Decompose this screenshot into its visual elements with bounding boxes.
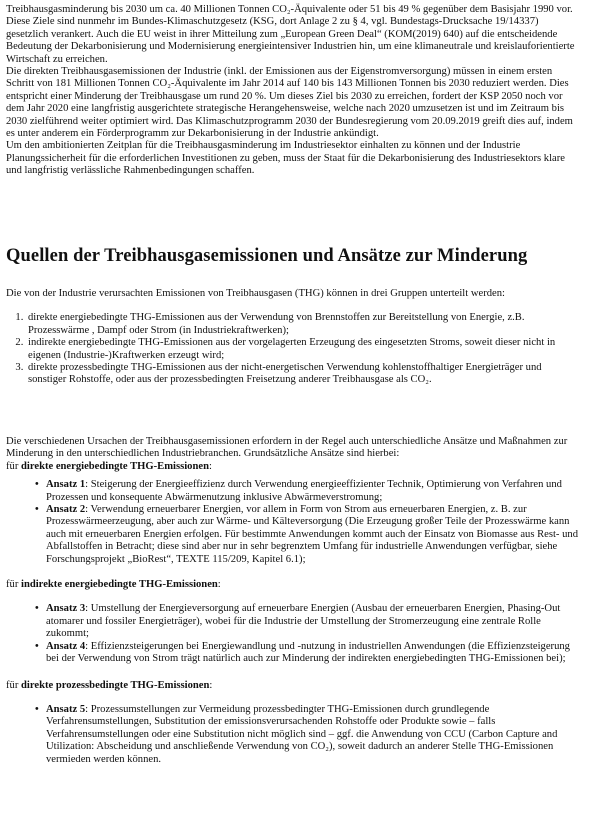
- bullet-icon: •: [35, 504, 39, 516]
- intro-paragraph-1: Treibhausgasminderung bis 2030 um ca. 40 Millionen Tonnen CO₂-Äquivalente oder 51 bis 49 % gegenüber dem Basisjahr 1990 vor. Diese Ziele sind nunmehr im Bundes-Klimaschutzgesetz (KSG, dort Anlage 2 zu § 4, vgl. Bundestags-Drucksache 19/14337) gesetzlich verankert. Auch die EU weist in ihrer Mitteilung zum „European Green Deal“ (KOM(2019) 640) auf die entscheidende Bedeutung der Dekarbonisierung und Modernisierung energieintensiver Industrien hin, um eine klimaneutrale und kreislauforientierte Wirtschaft zu erreichen.: [6, 4, 575, 65]
- bullet-icon: •: [35, 703, 39, 715]
- section-process-title: für direkte prozessbedingte THG-Emissionen:: [6, 679, 213, 691]
- intro-section: [6, 4, 580, 178]
- list-item-ansatz-3: • Ansatz 3: Umstellung der Energieversorgung auf erneuerbare Energien (Ausbau der erneuerbaren Energien, Phasing-Out atomarer und fossiler Energieträger), wobei für die Industrie der Umstellung der Stromerzeugung eine zentrale Rolle zukommt;: [35, 603, 561, 640]
- approaches-intro: Die verschiedenen Ursachen der Treibhausgasemissionen erfordern in der Regel auch unterschiedliche Ansätze und Maßnahmen zur Minderung in den unterschiedlichen Industriebranchen. Grundsätzliche Ansätze sind hierbei:: [6, 436, 568, 460]
- bullet-icon: •: [35, 640, 39, 652]
- group-item-2: 2. indirekte energiebedingte THG-Emissionen aus der vorgelagerten Erzeugung des eingesetzten Stroms, soweit dieser nicht in eigenen (Industrie-)Kraftwerken erzeugt wird;: [26, 337, 580, 362]
- group-item-1: 1. direkte energiebedingte THG-Emissionen aus der Verwendung von Brennstoffen zur Bereitstellung von Energie, z.B. Prozesswärme , Dampf oder Strom (in Industriekraftwerken);: [26, 312, 580, 337]
- list-item-ansatz-4: • Ansatz 4: Effizienzsteigerungen bei Energiewandlung und -nutzung in industriellen Anwendungen (die Effizienzsteigerung bei der Verwendung von Strom trägt natürlich auch zur Minderung der indirekten energiebedingten THG-Emissionen bei);: [35, 640, 570, 665]
- group-item-3: 3. direkte prozessbedingte THG-Emissionen aus der nicht-energetischen Verwendung kohlenstoffhaltiger Energieträger und sonstiger Rohstoffe, oder aus der prozessbedingten Freisetzung anderer Treibhausgase als CO₂.: [26, 362, 580, 387]
- list-item-ansatz-2: • Ansatz 2: Verwendung erneuerbarer Energien, vor allem in Form von Strom aus erneuerbaren Energien, z. B. zur Prozesswärmeerzeugung, aber auch zur Wärme- und Kälteversorgung (Die Erzeugung großer Teile der Prozesswärme kann auch mit erneuerbaren Energien erfolgen. Für bestimmte Anwendungen kommt auch der Einsatz von Biomasse aus Rest- und Abfallstoffen in Betracht; diese sind aber nur in sehr begrenztem Umfang für industrielle Anwendungen verfügbar, siehe Forschungsprojekt „BioRest“, TEXTE 115/209, Kapitel 6.1);: [35, 504, 578, 565]
- bullet-icon: •: [35, 479, 39, 491]
- process-list: [6, 704, 580, 766]
- section-direct-energy-title: für direkte energiebedingte THG-Emissionen:: [6, 460, 212, 472]
- indirect-energy-list: [6, 603, 580, 665]
- approaches-block: [6, 436, 580, 766]
- section-indirect-energy-title: für indirekte energiebedingte THG-Emissionen:: [6, 579, 221, 591]
- list-item-ansatz-1: • Ansatz 1: Steigerung der Energieeffizienz durch Verwendung energieeffizienter Technik, Optimierung von Verfahren und Prozessen und konsequente Abwärmenutzung inklusive Abwärmeverstromung;: [35, 479, 562, 503]
- direct-energy-list: [6, 479, 580, 566]
- bullet-icon: •: [35, 603, 39, 615]
- intro-paragraph-2: Die direkten Treibhausgasemissionen der Industrie (inkl. der Emissionen aus der Eigenstromversorgung) müssen in einem ersten Schritt von 181 Millionen Tonnen CO₂-Äquivalente im Jahr 2014 auf 140 bis 143 Millionen Tonnen bis 2030 reduziert werden. Dies entspricht einer Minderung der Treibhausgase um rund 20 %. Um dieses Ziel bis 2030 zu erreichen, fordert der KSP 2050 noch vor dem Jahr 2020 eine langfristig ausgerichtete strategische Herangehensweise, welche nach 2020 umzusetzen ist und im Zeitraum bis 2030 zielführend weiter optimiert wird. Das Klimaschutzprogramm 2030 der Bundesregierung vom 20.09.2019 greift dies auf, indem es unter anderem ein Förderprogramm zur Dekarbonisierung in der Industrie ankündigt.: [6, 66, 573, 140]
- section-heading: Quellen der Treibhausgasemissionen und Ansätze zur Minderung: [6, 246, 528, 266]
- list-item-ansatz-5: • Ansatz 5: Prozessumstellungen zur Vermeidung prozessbedingter THG-Emissionen durch grundlegende Verfahrensumstellungen, Substitution der emissionsverursachenden Rohstoffe oder Produkte sowie – falls Verfahrensumstellungen oder eine Substitution nicht möglich sind – ggf. die Anwendung von CCU (Carbon Capture and Utilization: Abscheidung und anschließende Verwendung von CO₂), soweit dadurch an anderer Stelle THG-Emissionen vermieden werden können.: [35, 703, 558, 765]
- groups-list: [6, 312, 580, 386]
- groups-intro: Die von der Industrie verursachten Emissionen von Treibhausgasen (THG) können in drei Gruppen unterteilt werden:: [6, 288, 505, 299]
- groups-block: [6, 288, 580, 387]
- intro-paragraph-3: Um den ambitionierten Zeitplan für die Treibhausgasminderung im Industriesektor einhalten zu können und der Industrie Planungssicherheit für die erforderlichen Investitionen zu geben, muss der Staat für die Dekarbonisierung des Industriesektors klare und langfristig verlässliche Rahmenbedingungen schaffen.: [6, 140, 565, 177]
